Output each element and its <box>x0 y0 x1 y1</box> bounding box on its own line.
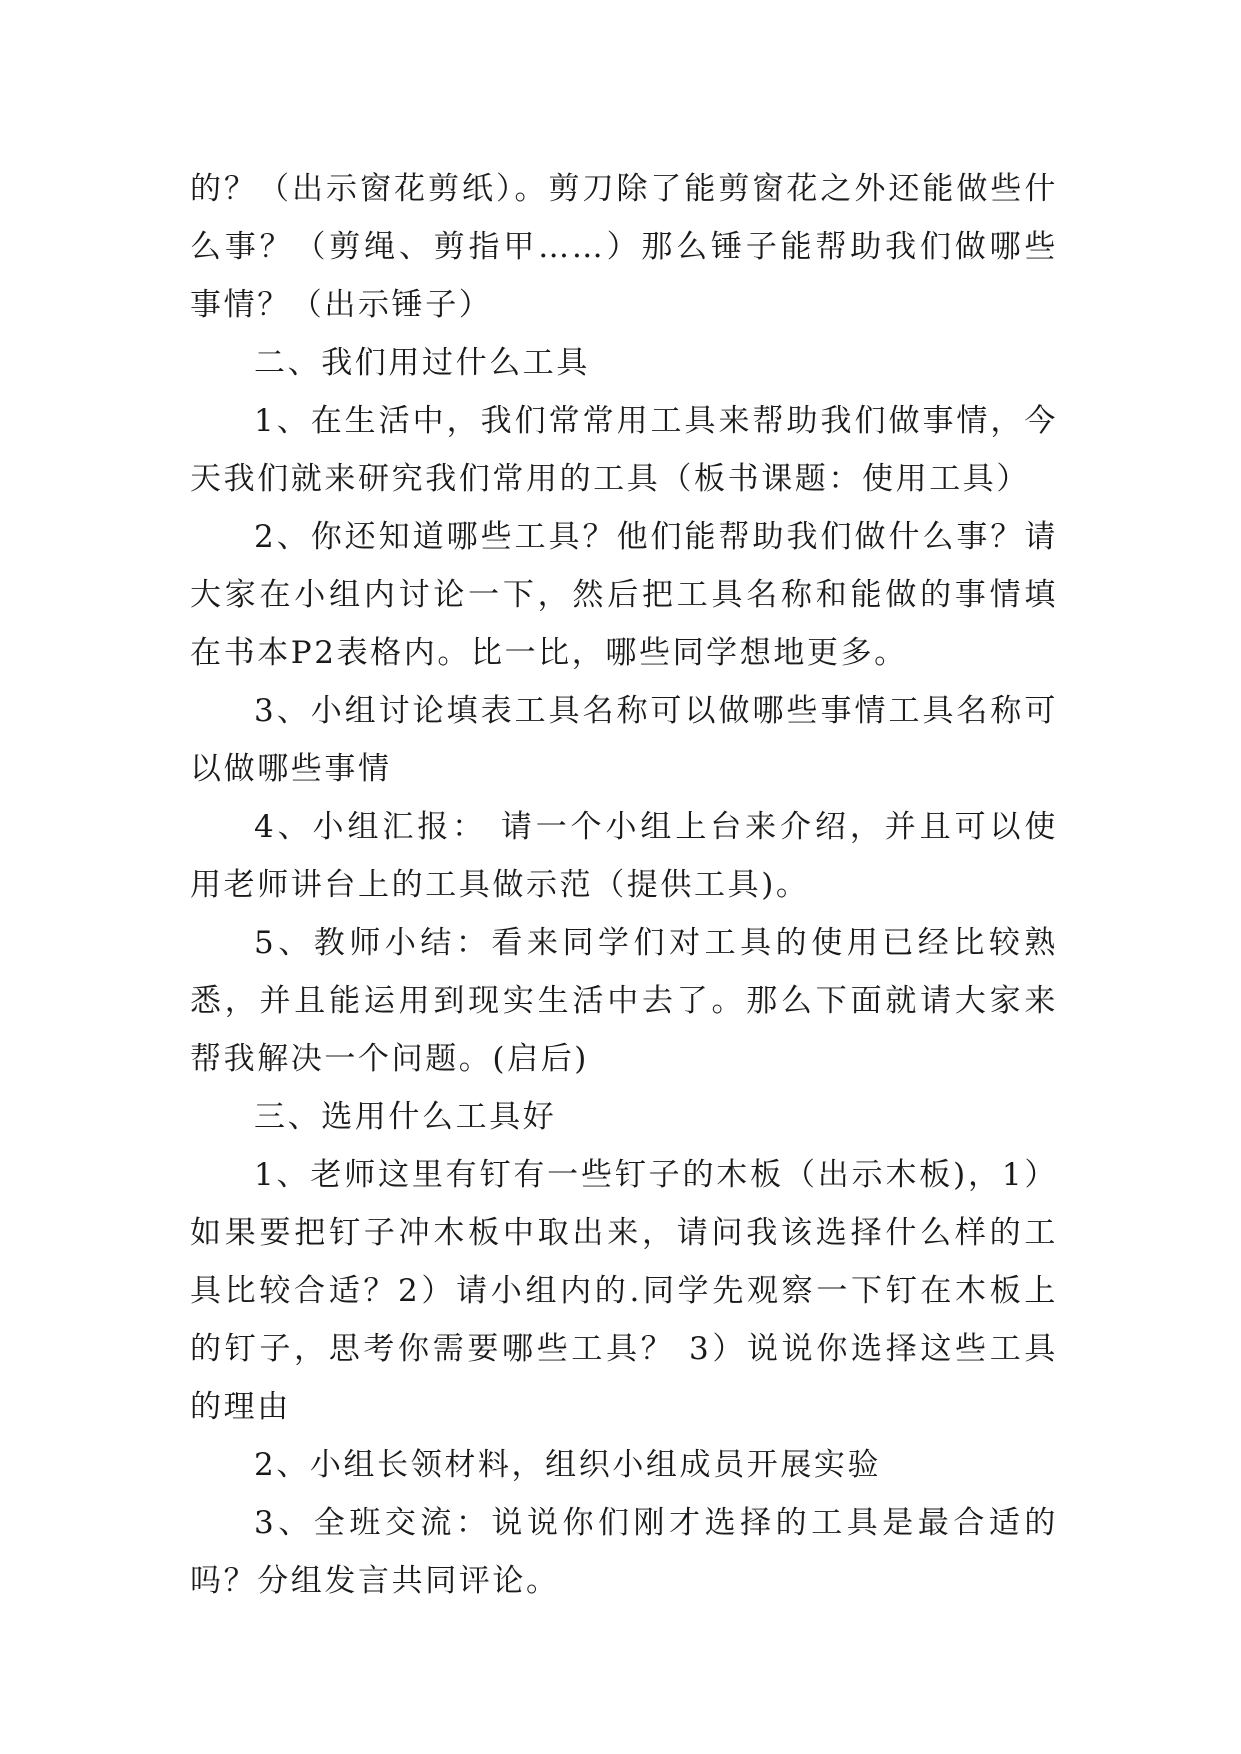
paragraph: 1、在生活中，我们常常用工具来帮助我们做事情，今天我们就来研究我们常用的工具（板书课题：使用工具） <box>190 403 1058 497</box>
paragraph: 的？（出示窗花剪纸）。剪刀除了能剪窗花之外还能做些什么事？（剪绳、剪指甲……）那么锤子能帮助我们做哪些事情？（出示锤子） <box>190 171 1058 323</box>
section-heading: 二、我们用过什么工具 <box>254 345 590 381</box>
section-heading: 三、选用什么工具好 <box>254 1099 557 1135</box>
document-body <box>190 160 1058 1610</box>
paragraph: 1、老师这里有钉有一些钉子的木板（出示木板)，1）如果要把钉子冲木板中取出来，请问我该选择什么样的工具比较合适？2）请小组内的.同学先观察一下钉在木板上的钉子，思考你需要哪些工具？ 3）说说你选择这些工具的理由 <box>190 1157 1058 1425</box>
paragraph: 5、教师小结：看来同学们对工具的使用已经比较熟悉，并且能运用到现实生活中去了。那么下面就请大家来帮我解决一个问题。(启后) <box>190 925 1058 1077</box>
paragraph: 4、小组汇报： 请一个小组上台来介绍，并且可以使用老师讲台上的工具做示范（提供工具)。 <box>190 809 1058 903</box>
paragraph: 3、小组讨论填表工具名称可以做哪些事情工具名称可以做哪些事情 <box>190 693 1058 787</box>
paragraph: 2、小组长领材料，组织小组成员开展实验 <box>254 1447 882 1483</box>
paragraph: 3、全班交流：说说你们刚才选择的工具是最合适的吗？分组发言共同评论。 <box>190 1505 1058 1599</box>
paragraph: 2、你还知道哪些工具？他们能帮助我们做什么事？请大家在小组内讨论一下，然后把工具名称和能做的事情填在书本P2表格内。比一比，哪些同学想地更多。 <box>190 519 1058 671</box>
